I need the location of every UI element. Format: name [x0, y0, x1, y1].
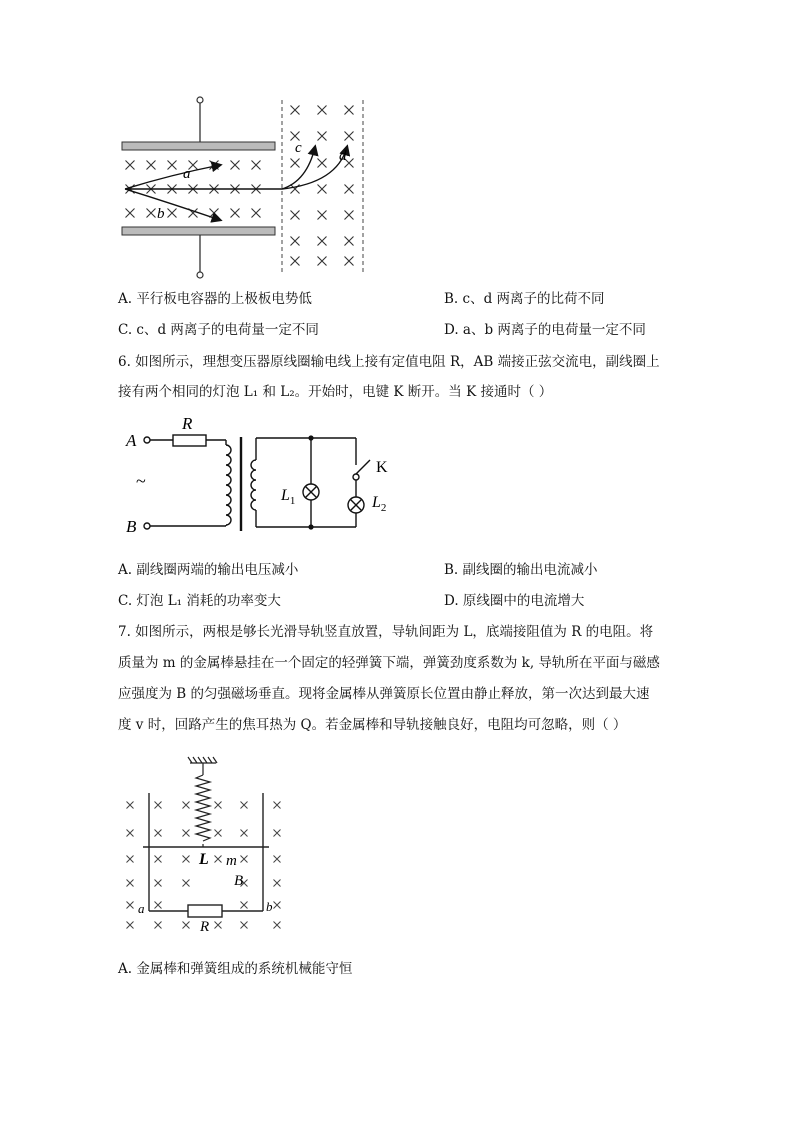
field-cross-mark — [241, 802, 248, 809]
q5-option-c: C. c、d 两离子的电荷量一定不同 — [118, 322, 319, 338]
label-b-corner: b — [266, 899, 273, 914]
ac-symbol: ~ — [136, 471, 146, 491]
field-cross-mark — [215, 802, 222, 809]
field-cross-mark — [252, 161, 261, 170]
label-l: L — [199, 851, 209, 868]
field-cross-mark — [291, 211, 300, 220]
field-cross-mark — [183, 922, 190, 929]
field-cross-mark — [291, 237, 300, 246]
field-cross-mark — [126, 209, 135, 218]
field-cross-mark — [318, 106, 327, 115]
lamp-l1-label: $L_1$ — [281, 487, 296, 507]
q7-stem-line4: 度 v 时，回路产生的焦耳热为 Q。若金属棒和导轨接触良好，电阻均可忽略，则（ ） — [118, 717, 627, 733]
field-cross-mark — [318, 257, 327, 266]
field-cross-mark — [155, 802, 162, 809]
q6-stem-line2: 接有两个相同的灯泡 L₁ 和 L₂。开始时，电键 K 断开。当 K 接通时（ ） — [118, 384, 553, 400]
field-cross-mark — [147, 209, 156, 218]
field-cross-mark — [318, 159, 327, 168]
field-cross-mark — [291, 106, 300, 115]
field-cross-mark — [274, 922, 281, 929]
q6-option-a: A. 副线圈两端的输出电压减小 — [118, 562, 299, 578]
field-cross-mark — [318, 185, 327, 194]
field-cross-mark — [210, 209, 219, 218]
switch-label: K — [376, 459, 388, 476]
terminal-b-label: B — [126, 517, 137, 536]
field-cross-mark — [241, 856, 248, 863]
q5-option-a: A. 平行板电容器的上极板电势低 — [118, 291, 312, 307]
label-a: a — [183, 166, 191, 182]
figure-velocity-selector — [115, 95, 375, 280]
q6-option-c: C. 灯泡 L₁ 消耗的功率变大 — [118, 593, 281, 609]
path-d — [282, 147, 347, 189]
figure-spring-rod-rails — [118, 755, 298, 940]
field-cross-mark — [168, 161, 177, 170]
q6-stem-line1: 6. 如图所示，理想变压器原线圈输电线上接有定值电阻 R，AB 端接正弦交流电，副线圈上 — [118, 354, 660, 370]
field-cross-mark — [183, 802, 190, 809]
q7-stem-line2: 质量为 m 的金属棒悬挂在一个固定的轻弹簧下端，弹簧劲度系数为 k, 导轨所在平面与磁感 — [118, 655, 660, 671]
label-m: m — [226, 853, 237, 869]
lower-plate — [122, 227, 275, 235]
field-cross-mark — [168, 209, 177, 218]
field-cross-mark — [345, 106, 354, 115]
field-cross-mark — [291, 159, 300, 168]
field-cross-mark — [183, 830, 190, 837]
field-cross-mark — [274, 902, 281, 909]
field-cross-mark — [155, 922, 162, 929]
figure-transformer-circuit — [118, 415, 408, 545]
field-cross-mark — [127, 802, 134, 809]
field-cross-mark — [345, 257, 354, 266]
q6-option-d: D. 原线圈中的电流增大 — [444, 593, 585, 609]
field-cross-mark — [155, 902, 162, 909]
path-a — [125, 165, 220, 189]
field-cross-mark — [231, 209, 240, 218]
field-cross-mark — [345, 211, 354, 220]
field-cross-mark — [127, 902, 134, 909]
field-cross-mark — [231, 161, 240, 170]
field-cross-mark — [318, 237, 327, 246]
field-cross-mark — [183, 856, 190, 863]
field-cross-mark — [241, 922, 248, 929]
label-c: c — [295, 140, 302, 156]
field-cross-mark — [127, 880, 134, 887]
q7-stem-line3: 应强度为 B 的匀强磁场垂直。现将金属棒从弹簧原长位置由静止释放，第一次达到最大速 — [118, 686, 650, 702]
field-cross-mark — [345, 185, 354, 194]
resistor-label: R — [182, 415, 193, 433]
field-cross-mark — [147, 161, 156, 170]
field-cross-mark — [318, 132, 327, 141]
label-b: B — [234, 873, 244, 889]
field-cross-mark — [183, 880, 190, 887]
terminal-a-label: A — [126, 431, 137, 450]
field-cross-mark — [127, 830, 134, 837]
field-cross-mark — [127, 856, 134, 863]
q7-stem-line1: 7. 如图所示，两根是够长光滑导轨竖直放置，导轨间距为 L，底端接阻值为 R 的电阻。将 — [118, 624, 654, 640]
field-cross-mark — [252, 209, 261, 218]
q6-option-b: B. 副线圈的输出电流减小 — [444, 562, 598, 578]
field-cross-mark — [274, 880, 281, 887]
field-cross-mark — [155, 880, 162, 887]
upper-plate — [122, 142, 275, 150]
q7-option-a: A. 金属棒和弹簧组成的系统机械能守恒 — [118, 961, 353, 977]
primary-coil — [226, 445, 231, 525]
q5-option-b: B. c、d 两离子的比荷不同 — [444, 291, 605, 307]
switch-k — [356, 460, 370, 474]
field-cross-mark — [241, 902, 248, 909]
field-cross-mark — [155, 856, 162, 863]
field-cross-mark — [127, 922, 134, 929]
field-crosses — [126, 106, 354, 266]
field-cross-mark — [274, 830, 281, 837]
resistor-r — [188, 905, 222, 917]
field-cross-mark — [215, 856, 222, 863]
field-cross-mark — [274, 802, 281, 809]
spring — [196, 775, 210, 841]
field-cross-mark — [215, 830, 222, 837]
lamp-l2-label: $L_2$ — [372, 494, 387, 514]
field-cross-mark — [318, 211, 327, 220]
secondary-coil — [251, 460, 256, 510]
q5-option-d: D. a、b 两离子的电荷量一定不同 — [444, 322, 646, 338]
path-b — [125, 189, 220, 220]
field-cross-mark — [345, 237, 354, 246]
field-cross-mark — [241, 830, 248, 837]
field-cross-mark — [291, 257, 300, 266]
label-a: a — [138, 901, 145, 916]
field-cross-mark — [345, 132, 354, 141]
field-cross-mark — [126, 161, 135, 170]
field-cross-mark — [215, 922, 222, 929]
field-cross-mark — [274, 856, 281, 863]
label-b: b — [157, 206, 165, 222]
label-r: R — [200, 919, 210, 935]
resistor-r — [173, 435, 206, 446]
label-d: d — [339, 148, 347, 164]
field-cross-mark — [155, 830, 162, 837]
